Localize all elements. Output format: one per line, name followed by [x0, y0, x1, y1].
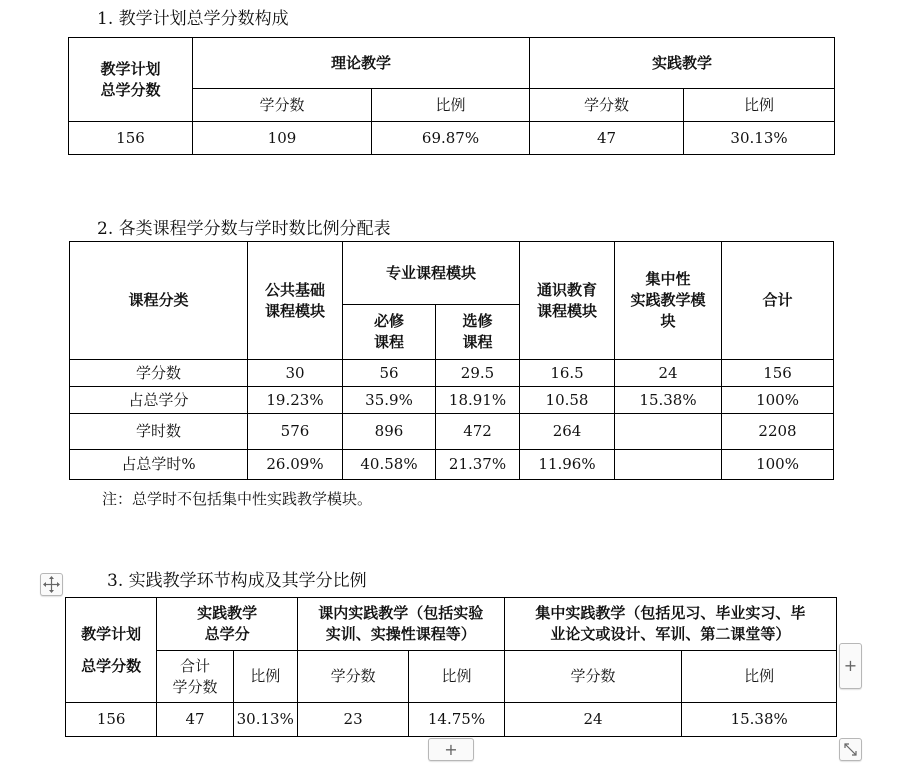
cell-centralized: [615, 450, 722, 480]
header-general-module: 通识教育 课程模块: [520, 242, 615, 360]
sub-header-centralized-credits: 学分数: [504, 651, 682, 703]
sub-header-centralized-ratio: 比例: [682, 651, 837, 703]
sub-header-sum-credits: 合计 学分数: [157, 651, 233, 703]
section1-heading: 1. 教学计划总学分数构成: [97, 9, 289, 29]
cell-required: 896: [343, 414, 436, 450]
inclass-credits-value: 23: [297, 703, 408, 737]
header-practice: 实践教学: [530, 38, 835, 89]
header-course-category: 课程分类: [70, 242, 248, 360]
inclass-ratio-value: 14.75%: [409, 703, 504, 737]
row-label: 学分数: [70, 360, 248, 387]
header-required-courses: 必修 课程: [343, 305, 436, 360]
cell-elective: 21.37%: [436, 450, 520, 480]
cell-centralized: 24: [615, 360, 722, 387]
cell-general: 11.96%: [520, 450, 615, 480]
header-total-credits: 教学计划 总学分数: [66, 598, 157, 703]
total-credits-value: 156: [69, 122, 193, 155]
sub-header-practice-credits: 学分数: [530, 89, 684, 122]
plus-icon: +: [444, 740, 458, 759]
credit-composition-table: [68, 37, 835, 155]
header-inclass-practice: 课内实践教学（包括实验 实训、实操性课程等）: [297, 598, 504, 651]
sub-header-theory-credits: 学分数: [193, 89, 372, 122]
row-label: 占总学时%: [70, 450, 248, 480]
theory-credits-value: 109: [193, 122, 372, 155]
practice-teaching-table: [65, 597, 837, 737]
cell-public: 30: [248, 360, 343, 387]
practice-credits-value: 47: [530, 122, 684, 155]
course-distribution-table: [69, 241, 834, 480]
cell-public: 19.23%: [248, 387, 343, 414]
header-practice-total: 实践教学 总学分: [157, 598, 298, 651]
header-theory: 理论教学: [193, 38, 530, 89]
header-major-module: 专业课程模块: [343, 242, 520, 305]
sub-header-theory-ratio: 比例: [372, 89, 530, 122]
table-row: [70, 450, 834, 480]
cell-total: 100%: [722, 450, 834, 480]
row-label: 学时数: [70, 414, 248, 450]
cell-elective: 29.5: [436, 360, 520, 387]
add-column-button[interactable]: [839, 643, 862, 689]
table-move-handle[interactable]: [40, 573, 63, 596]
cell-centralized: [615, 414, 722, 450]
table-row: [66, 703, 837, 737]
cell-required: 35.9%: [343, 387, 436, 414]
total-credits-value: 156: [66, 703, 157, 737]
sub-header-inclass-ratio: 比例: [409, 651, 504, 703]
table-resize-handle[interactable]: [839, 738, 862, 761]
sub-header-inclass-credits: 学分数: [297, 651, 408, 703]
table-note: 注：总学时不包括集中性实践教学模块。: [102, 490, 373, 508]
row-label: 占总学分: [70, 387, 248, 414]
header-elective-courses: 选修 课程: [436, 305, 520, 360]
cell-general: 264: [520, 414, 615, 450]
cell-general: 16.5: [520, 360, 615, 387]
header-total: 合计: [722, 242, 834, 360]
section2-heading: 2. 各类课程学分数与学时数比例分配表: [97, 219, 391, 239]
cell-total: 156: [722, 360, 834, 387]
cell-total: 100%: [722, 387, 834, 414]
practice-sum-value: 47: [157, 703, 233, 737]
table-row: [70, 414, 834, 450]
section3-heading: 3. 实践教学环节构成及其学分比例: [107, 571, 367, 591]
sub-header-practice-ratio: 比例: [684, 89, 835, 122]
cell-public: 576: [248, 414, 343, 450]
header-total-credits: 教学计划 总学分数: [69, 38, 193, 122]
move-handle-icon: [41, 574, 62, 595]
header-centralized-practice: 集中实践教学（包括见习、毕业实习、毕 业论文或设计、军训、第二课堂等）: [504, 598, 836, 651]
cell-general: 10.58: [520, 387, 615, 414]
theory-ratio-value: 69.87%: [372, 122, 530, 155]
practice-ratio-value: 30.13%: [233, 703, 297, 737]
cell-elective: 18.91%: [436, 387, 520, 414]
sub-header-practice-ratio: 比例: [233, 651, 297, 703]
cell-elective: 472: [436, 414, 520, 450]
cell-total: 2208: [722, 414, 834, 450]
plus-icon: +: [843, 656, 858, 675]
cell-required: 40.58%: [343, 450, 436, 480]
cell-public: 26.09%: [248, 450, 343, 480]
header-public-module: 公共基础 课程模块: [248, 242, 343, 360]
header-centralized-practice: 集中性 实践教学模 块: [615, 242, 722, 360]
centralized-ratio-value: 15.38%: [682, 703, 837, 737]
centralized-credits-value: 24: [504, 703, 682, 737]
resize-handle-icon: [840, 739, 861, 760]
add-row-button[interactable]: [428, 738, 474, 761]
cell-required: 56: [343, 360, 436, 387]
table-row: [70, 360, 834, 387]
cell-centralized: 15.38%: [615, 387, 722, 414]
practice-ratio-value: 30.13%: [684, 122, 835, 155]
table-row: [70, 387, 834, 414]
